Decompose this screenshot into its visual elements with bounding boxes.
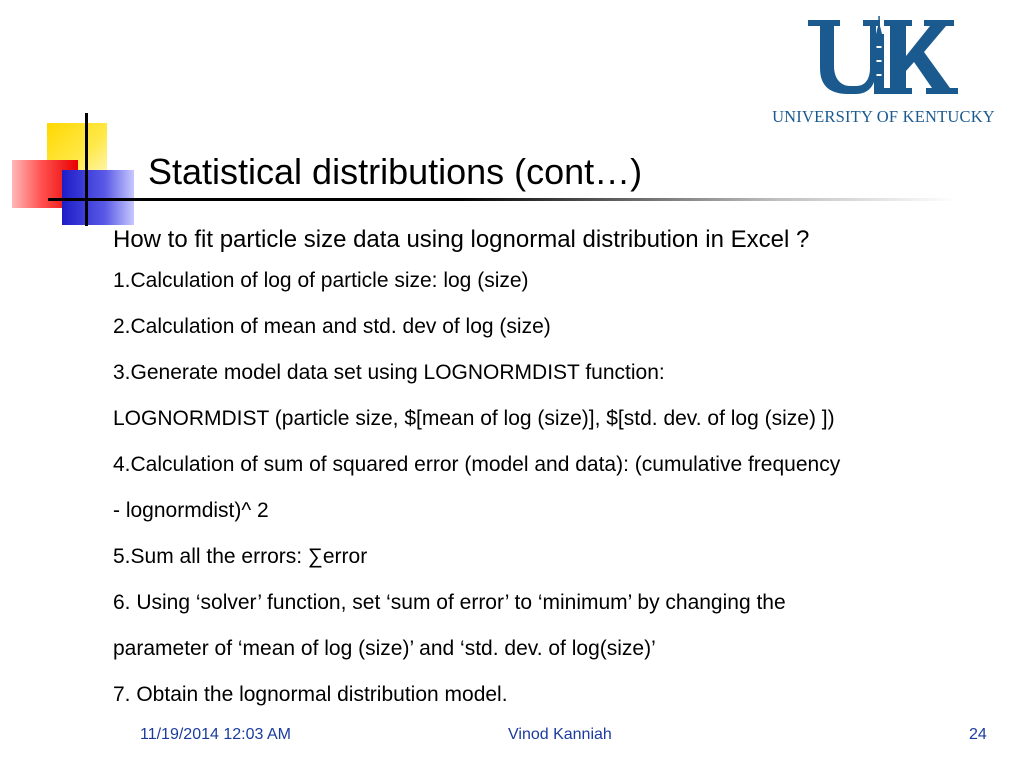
list-item: 2.Calculation of mean and std. dev of log (size) bbox=[113, 315, 551, 338]
list-item: 1.Calculation of log of particle size: log (size) bbox=[113, 269, 529, 292]
list-item: parameter of ‘mean of log (size)’ and ‘std. dev. of log(size)’ bbox=[113, 637, 656, 660]
list-item: 4.Calculation of sum of squared error (model and data): (cumulative frequency bbox=[113, 453, 841, 476]
list-item: 6. Using ‘solver’ function, set ‘sum of error’ to ‘minimum’ by changing the bbox=[113, 591, 786, 614]
list-item: 3.Generate model data set using LOGNORMDIST function: bbox=[113, 361, 665, 384]
title-underline bbox=[48, 198, 958, 201]
decor-vertical-line bbox=[85, 113, 88, 226]
university-name: UNIVERSITY OF KENTUCKY bbox=[772, 107, 995, 126]
page-number: 24 bbox=[969, 726, 987, 743]
list-item: 7. Obtain the lognormal distribution model. bbox=[113, 683, 508, 706]
list-item: LOGNORMDIST (particle size, $[mean of log (size)], $[std. dev. of log (size) ]) bbox=[113, 407, 835, 430]
list-item: - lognormdist)^ 2 bbox=[113, 499, 269, 522]
uk-monogram-icon bbox=[808, 16, 958, 96]
footer-author: Vinod Kanniah bbox=[508, 726, 612, 743]
slide-title: Statistical distributions (cont…) bbox=[148, 151, 643, 192]
slide-subtitle: How to fit particle size data using lognormal distribution in Excel ? bbox=[113, 226, 810, 253]
university-logo bbox=[756, 16, 1011, 128]
steps-list bbox=[113, 264, 1013, 724]
footer-date: 11/19/2014 12:03 AM bbox=[140, 726, 291, 743]
list-item: 5.Sum all the errors: ∑error bbox=[113, 545, 368, 568]
